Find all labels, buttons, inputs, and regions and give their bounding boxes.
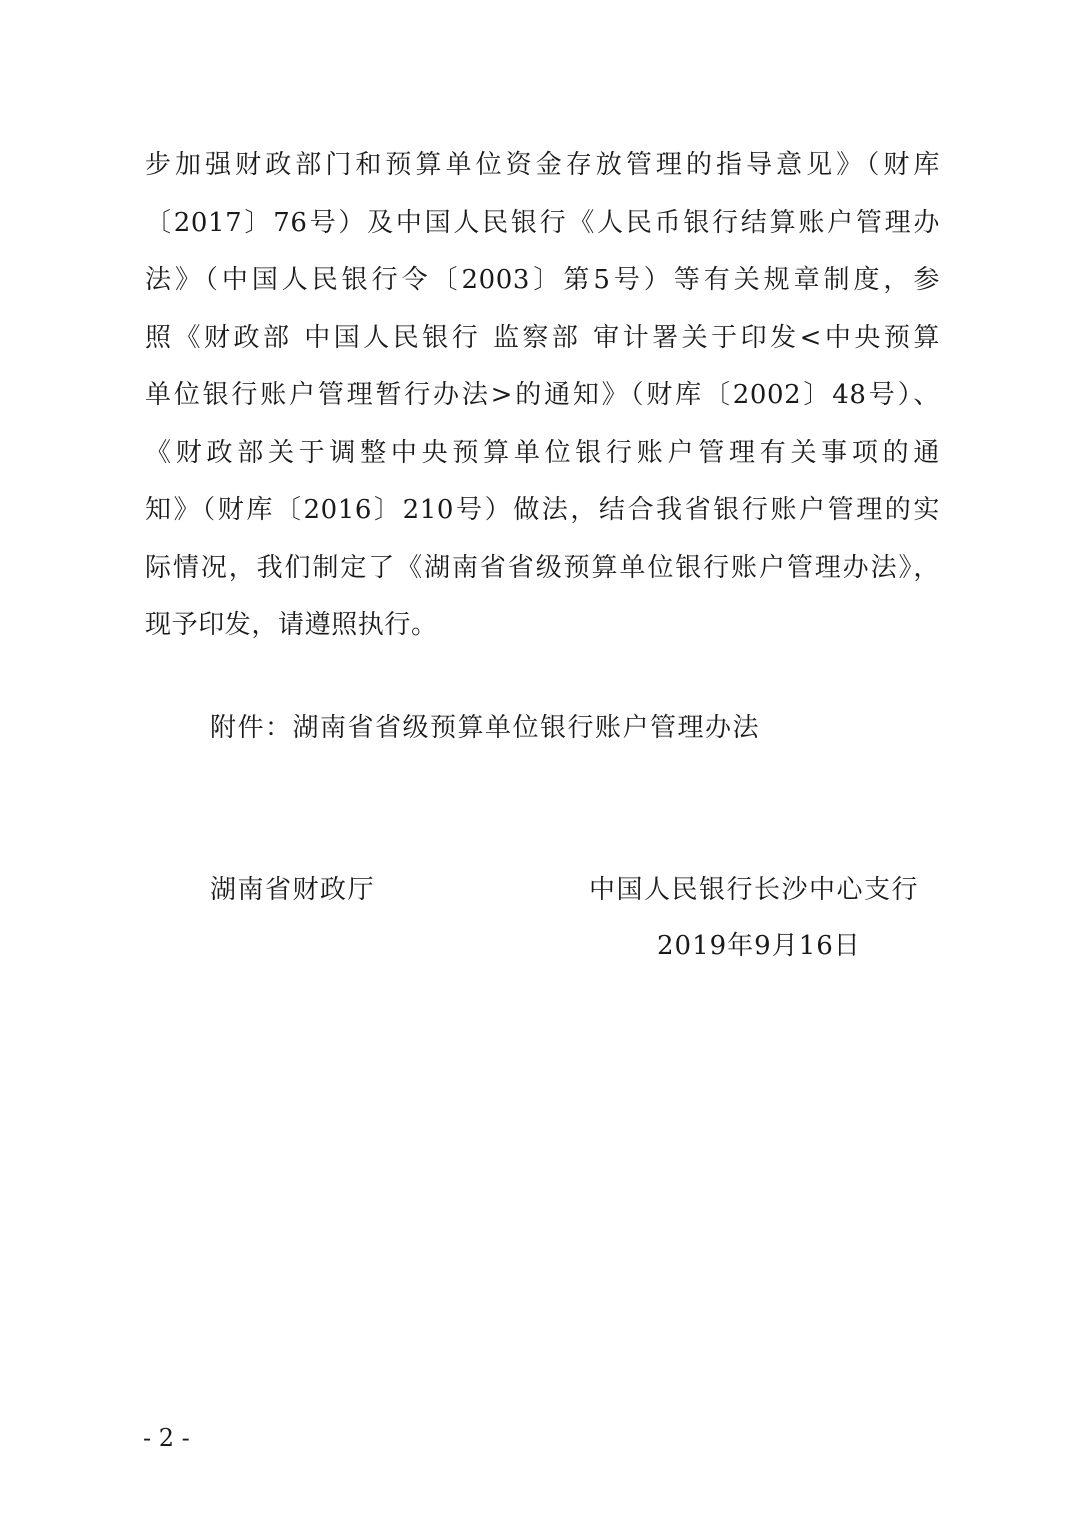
body-line: 际情况，我们制定了《湖南省省级预算单位银行账户管理办法》， — [145, 552, 940, 583]
page-number: - 2 - — [143, 1424, 190, 1452]
body-line: 法》（中国人民银行令〔2003〕第5号）等有关规章制度，参 — [145, 265, 940, 295]
body-line: 〔2017〕76号）及中国人民银行《人民币银行结算账户管理办 — [145, 207, 940, 238]
body-line: 单位银行账户管理暂行办法>的通知》（财库〔2002〕48号）、 — [145, 380, 940, 410]
signature-issuer-left: 湖南省财政厅 — [210, 875, 376, 905]
body-line: 知》（财库〔2016〕210号）做法，结合我省银行账户管理的实 — [145, 495, 940, 525]
signature-issuer-right: 中国人民银行长沙中心支行 — [589, 875, 920, 905]
body-line: 《财政部关于调整中央预算单位银行账户管理有关事项的通 — [145, 437, 940, 468]
attachment-line: 附件：湖南省省级预算单位银行账户管理办法 — [210, 713, 761, 743]
signature-date: 2019年9月16日 — [657, 931, 861, 961]
body-line: 步加强财政部门和预算单位资金存放管理的指导意见》（财库 — [145, 150, 940, 180]
body-line: 现予印发，请遵照执行。 — [145, 610, 438, 640]
body-paragraph — [145, 137, 940, 655]
body-line: 照《财政部 中国人民银行 监察部 审计署关于印发<中央预算 — [145, 322, 940, 353]
